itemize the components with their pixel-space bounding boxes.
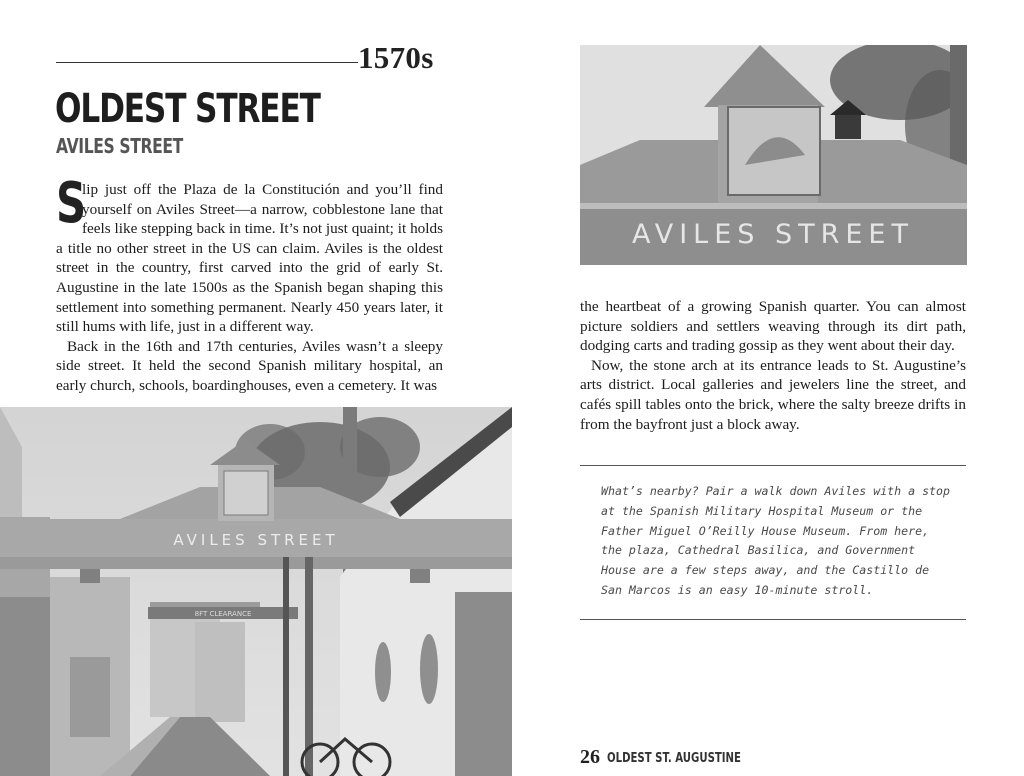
body-paragraph: the heartbeat of a growing Spanish quarter. You can almost picture soldiers and settlers weaving through its dirt path, dodging carts and trading gossip as they went about their day.: [580, 298, 966, 355]
aviles-street-arch-photo: [0, 407, 512, 776]
sign-photo-illustration: [580, 45, 967, 265]
chapter-year: 1570s: [358, 40, 434, 75]
arch-photo-illustration: [0, 407, 512, 776]
year-rule: [56, 62, 358, 63]
sidebar-bottom-rule: [580, 619, 966, 620]
page-number: 26: [580, 746, 600, 768]
chapter-title-text: OLDEST STREET: [55, 86, 320, 132]
street-sign-text: AVILES STREET: [631, 219, 915, 250]
sidebar-top-rule: [580, 465, 966, 466]
running-footer-title: [607, 751, 741, 766]
chapter-subtitle-text: AVILES STREET: [56, 134, 183, 158]
clearance-sign-text: 8FT CLEARANCE: [194, 610, 252, 618]
body-paragraph: [56, 171, 443, 337]
paragraph-text: lip just off the Plaza de la Constitución and you’ll find yourself on Aviles Street—a narrow, cobblestone lane that feels like stepping back in time. It’s not just quaint; it holds a title no other street in the US can claim. Aviles is the oldest street in the country, first carved into the grid of early St. Augustine in the late 1500s as the Spanish began shaping this settlement into something permanent. Nearly 450 years later, it still hums with life, just in a different way.: [56, 181, 443, 336]
left-body-text: [56, 171, 443, 396]
chapter-title: [55, 86, 320, 132]
running-footer-text: OLDEST ST. AUGUSTINE: [607, 751, 741, 766]
drop-cap: S: [56, 171, 87, 236]
body-paragraph: Now, the stone arch at its entrance leads to St. Augustine’s arts district. Local galleries and jewelers line the street, and cafés spill tables onto the brick, where the salty breeze drifts in from the bayfront just a block away.: [580, 356, 966, 433]
body-paragraph: Back in the 16th and 17th centuries, Aviles wasn’t a sleepy side street. It held the second Spanish military hospital, an early church, schools, boardinghouses, even a cemetery. It was: [56, 337, 443, 394]
right-body-text: [580, 297, 966, 434]
nearby-sidebar: What’s nearby? Pair a walk down Aviles with a stop at the Spanish Military Hospital Museum or the Father Miguel O’Reilly House Museum. From here, the plaza, Cathedral Basilica, and Government House are a few steps away, and the Castillo de San Marcos is an easy 10-minute stroll.: [601, 484, 951, 597]
chapter-subtitle: [56, 134, 183, 158]
arch-sign-text: AVILES STREET: [173, 531, 339, 549]
aviles-street-sign-photo: [580, 45, 967, 265]
